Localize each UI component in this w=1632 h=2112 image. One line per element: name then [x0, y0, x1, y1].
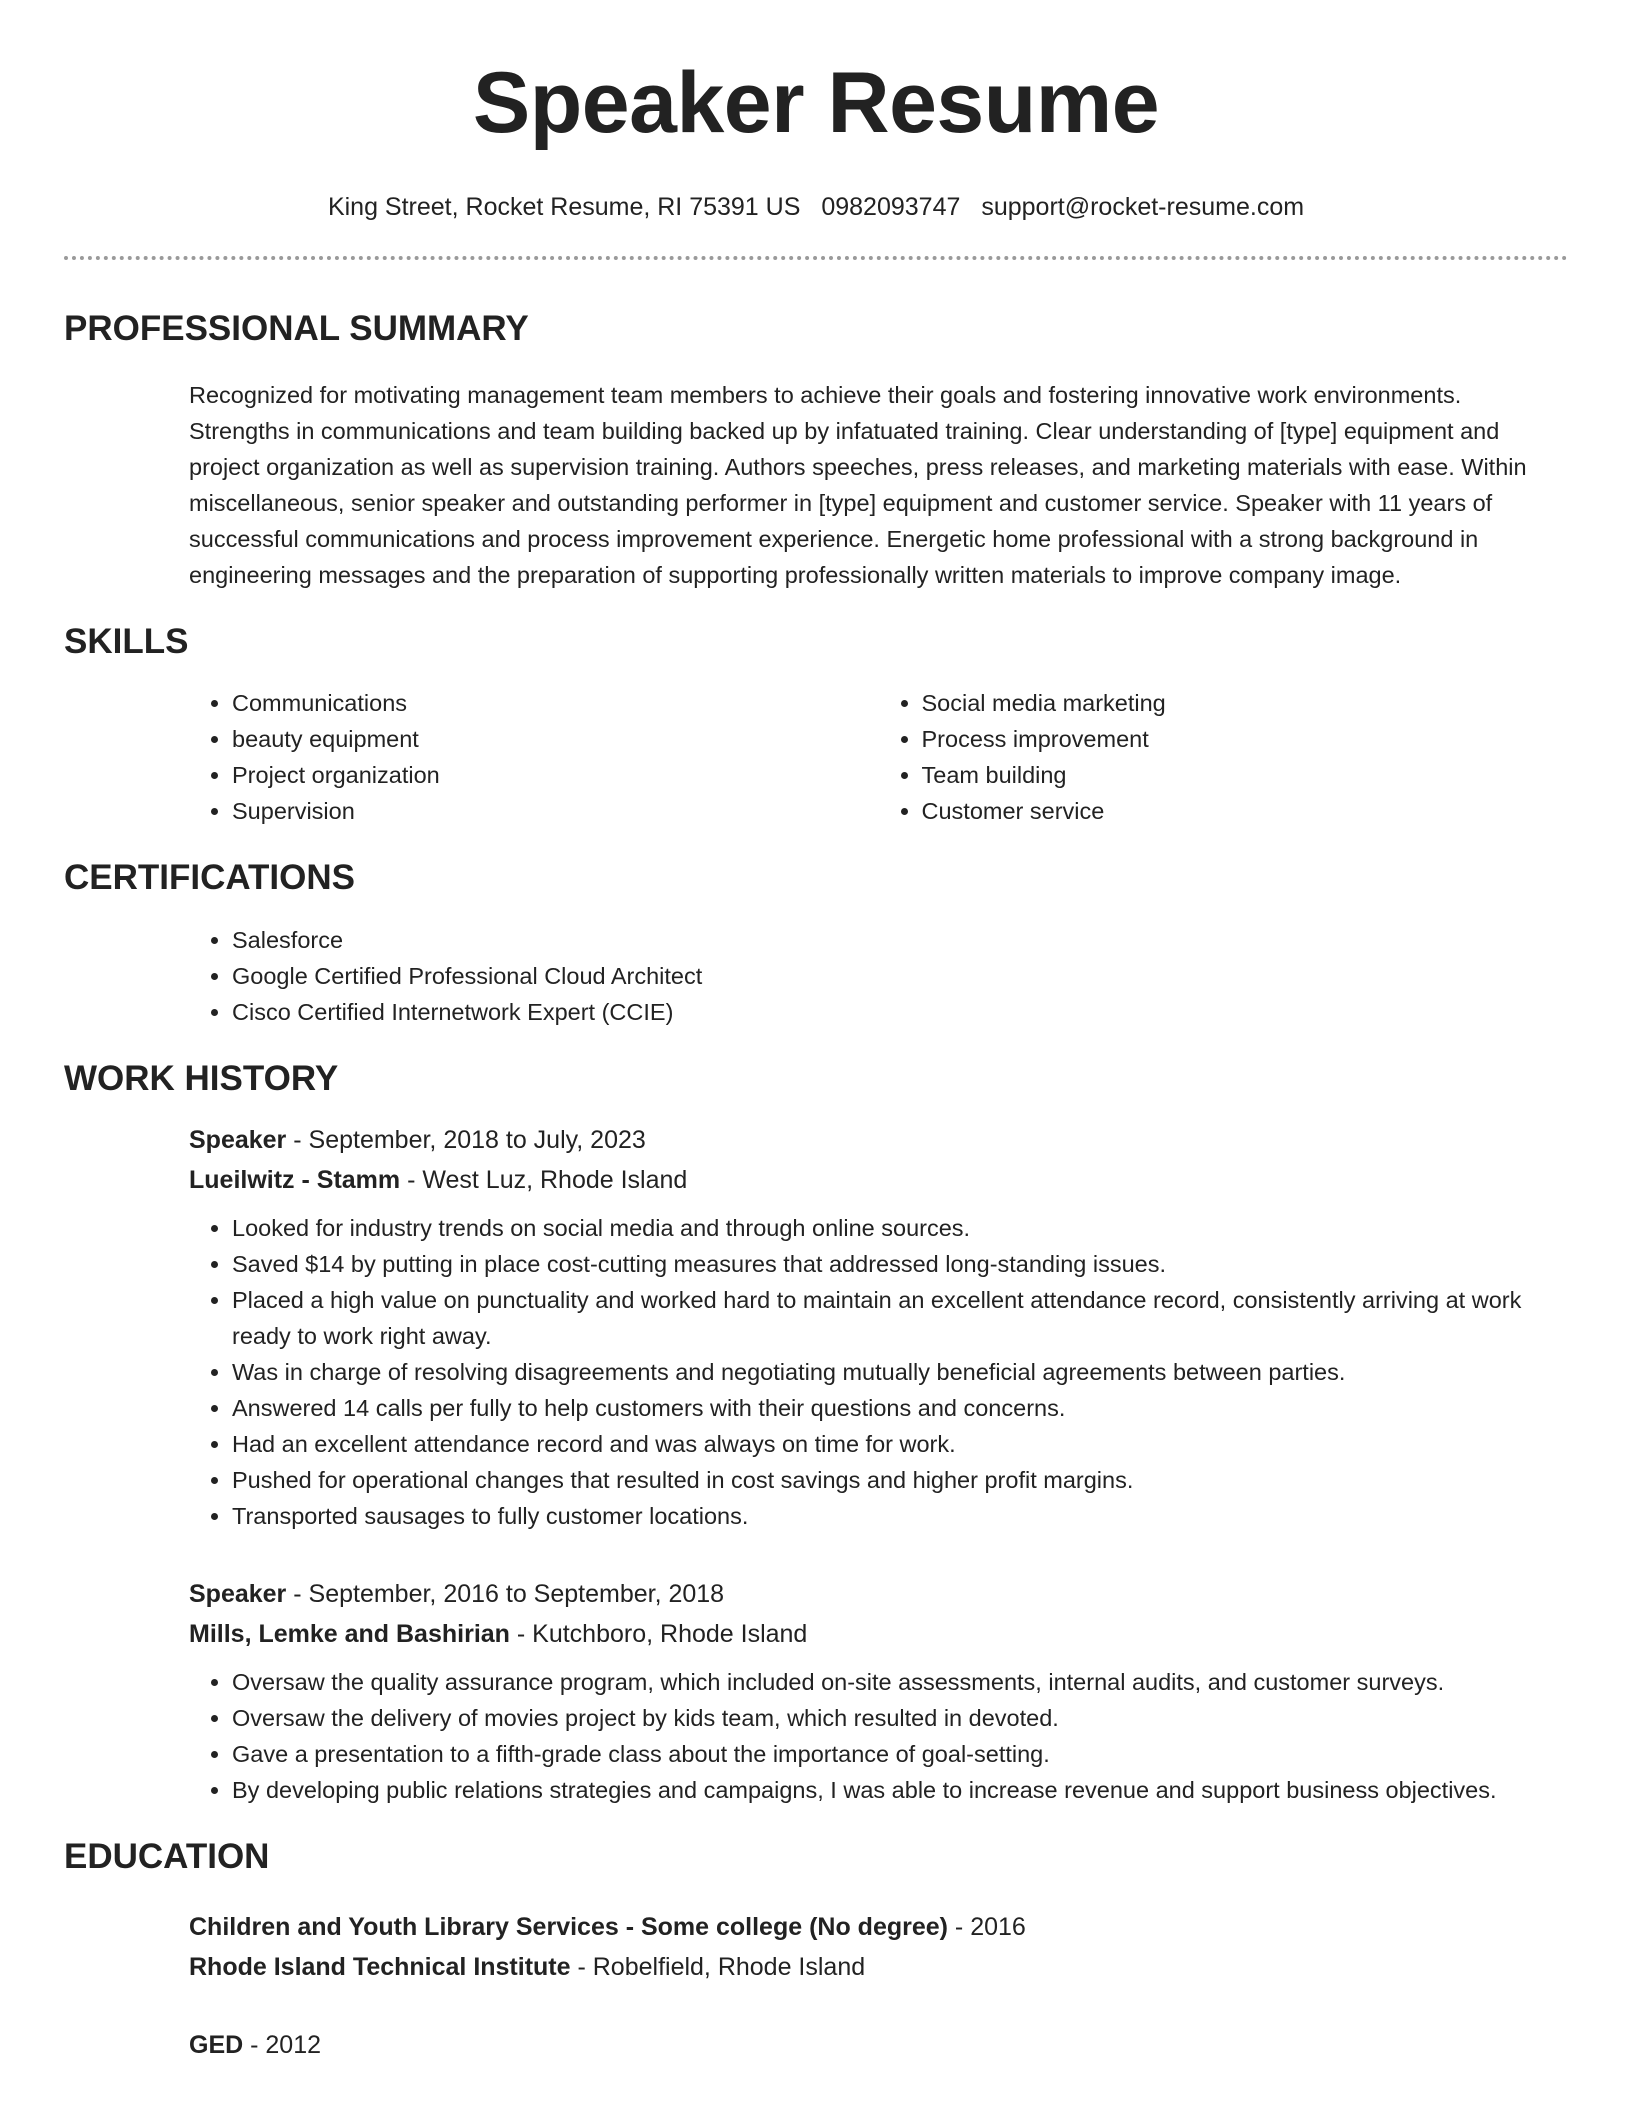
- header-divider: [64, 256, 1568, 260]
- work-history-section: [64, 1060, 1568, 1809]
- education-heading: EDUCATION: [64, 1837, 270, 1876]
- education-degree: Children and Youth Library Services - Some college (No degree): [189, 1912, 948, 1941]
- job-title: Speaker: [189, 1126, 287, 1154]
- education-degree: GED: [189, 2030, 244, 2059]
- contact-email: support@rocket-resume.com: [981, 193, 1305, 221]
- job-bullet: • Pushed for operational changes that resulted in cost savings and higher profit margins.: [232, 1462, 1568, 1498]
- job-bullet: • Gave a presentation to a fifth-grade class about the importance of goal-setting.: [232, 1736, 1568, 1772]
- education-year: - 2012: [243, 2030, 322, 2059]
- job-company: Lueilwitz - Stamm: [189, 1166, 401, 1194]
- education-entry: [189, 1907, 1568, 1987]
- job-bullet: • Oversaw the delivery of movies project by kids team, which resulted in devoted.: [232, 1700, 1568, 1736]
- skill-item: • beauty equipment: [232, 721, 879, 757]
- job-bullets: [189, 1210, 1568, 1534]
- education-location: - Robelfield, Rhode Island: [570, 1952, 866, 1981]
- job-bullet: • Saved $14 by putting in place cost-cutting measures that addressed long-standing issues.: [232, 1246, 1568, 1282]
- job-bullet: • Looked for industry trends on social media and through online sources.: [232, 1210, 1568, 1246]
- contact-address: King Street, Rocket Resume, RI 75391 US: [327, 193, 801, 221]
- job-bullet: • Answered 14 calls per fully to help customers with their questions and concerns.: [232, 1390, 1568, 1426]
- skill-item: • Supervision: [232, 793, 879, 829]
- certification-item: • Salesforce: [232, 922, 1568, 958]
- job-company-line: [189, 1160, 1568, 1200]
- job-bullet: • Placed a high value on punctuality and worked hard to maintain an excellent attendance record, consistently arriving at work ready to work right away.: [232, 1282, 1568, 1354]
- job-bullet: • Transported sausages to fully customer locations.: [232, 1498, 1568, 1534]
- education-year: - 2016: [947, 1912, 1026, 1941]
- job-entry: [189, 1120, 1568, 1534]
- contact-phone: 0982093747: [821, 193, 961, 221]
- contact-line: [64, 192, 1568, 222]
- summary-text: Recognized for motivating management team members to achieve their goals and fostering innovative work environments. Strengths in communications and team building backed up by infatuated training. Clear understanding of [type] equipment and project organization as well as supervision training. Authors speeches, press releases, and marketing materials with ease. Within miscellaneous, senior speaker and outstanding performer in [type] equipment and customer service. Speaker with 11 years of successful communications and process improvement experience. Energetic home professional with a strong background in engineering messages and the preparation of supporting professionally written materials to improve company image.: [189, 381, 1527, 588]
- job-dates: - September, 2018 to July, 2023: [286, 1126, 646, 1154]
- job-entry: [189, 1574, 1568, 1808]
- job-bullet: • Was in charge of resolving disagreements and negotiating mutually beneficial agreements between parties.: [232, 1354, 1568, 1390]
- job-bullets: [189, 1664, 1568, 1808]
- skills-list-right: [879, 685, 1569, 829]
- job-company-line: [189, 1614, 1568, 1654]
- skill-item: • Team building: [922, 757, 1569, 793]
- skills-list-left: [189, 685, 879, 829]
- job-bullet: • Had an excellent attendance record and was always on time for work.: [232, 1426, 1568, 1462]
- skill-item: • Communications: [232, 685, 879, 721]
- job-dates: - September, 2016 to September, 2018: [286, 1580, 725, 1608]
- skills-columns: [189, 685, 1568, 829]
- skill-item: • Social media marketing: [922, 685, 1569, 721]
- education-degree-line: [189, 1907, 1568, 1947]
- certifications-section: [64, 859, 1568, 1030]
- job-location: - Kutchboro, Rhode Island: [509, 1620, 808, 1648]
- skill-item: • Project organization: [232, 757, 879, 793]
- certifications-heading: CERTIFICATIONS: [64, 858, 356, 897]
- education-school-line: [189, 1947, 1568, 1987]
- job-bullet: • By developing public relations strategies and campaigns, I was able to increase revenue and support business objectives.: [232, 1772, 1568, 1808]
- summary-section: [64, 310, 1568, 593]
- certification-item: • Google Certified Professional Cloud Architect: [232, 958, 1568, 994]
- job-title-line: [189, 1120, 1568, 1160]
- job-bullet: • Oversaw the quality assurance program, which included on-site assessments, internal audits, and customer surveys.: [232, 1664, 1568, 1700]
- job-location: - West Luz, Rhode Island: [400, 1166, 688, 1194]
- job-title: Speaker: [189, 1580, 287, 1608]
- certification-item: • Cisco Certified Internetwork Expert (CCIE): [232, 994, 1568, 1030]
- skill-item: • Process improvement: [922, 721, 1569, 757]
- job-title-line: [189, 1574, 1568, 1614]
- skill-item: • Customer service: [922, 793, 1569, 829]
- certifications-list: [189, 922, 1568, 1030]
- education-entry: [189, 2025, 1568, 2065]
- skills-heading: SKILLS: [64, 621, 189, 661]
- education-degree-line: [189, 2025, 1568, 2065]
- education-school: Rhode Island Technical Institute: [189, 1952, 571, 1981]
- resume-title: Speaker Resume: [472, 55, 1160, 151]
- work-history-heading: WORK HISTORY: [64, 1058, 339, 1098]
- summary-heading: PROFESSIONAL SUMMARY: [64, 309, 529, 348]
- job-company: Mills, Lemke and Bashirian: [189, 1620, 510, 1648]
- education-section: [64, 1838, 1568, 2065]
- skills-section: [64, 623, 1568, 830]
